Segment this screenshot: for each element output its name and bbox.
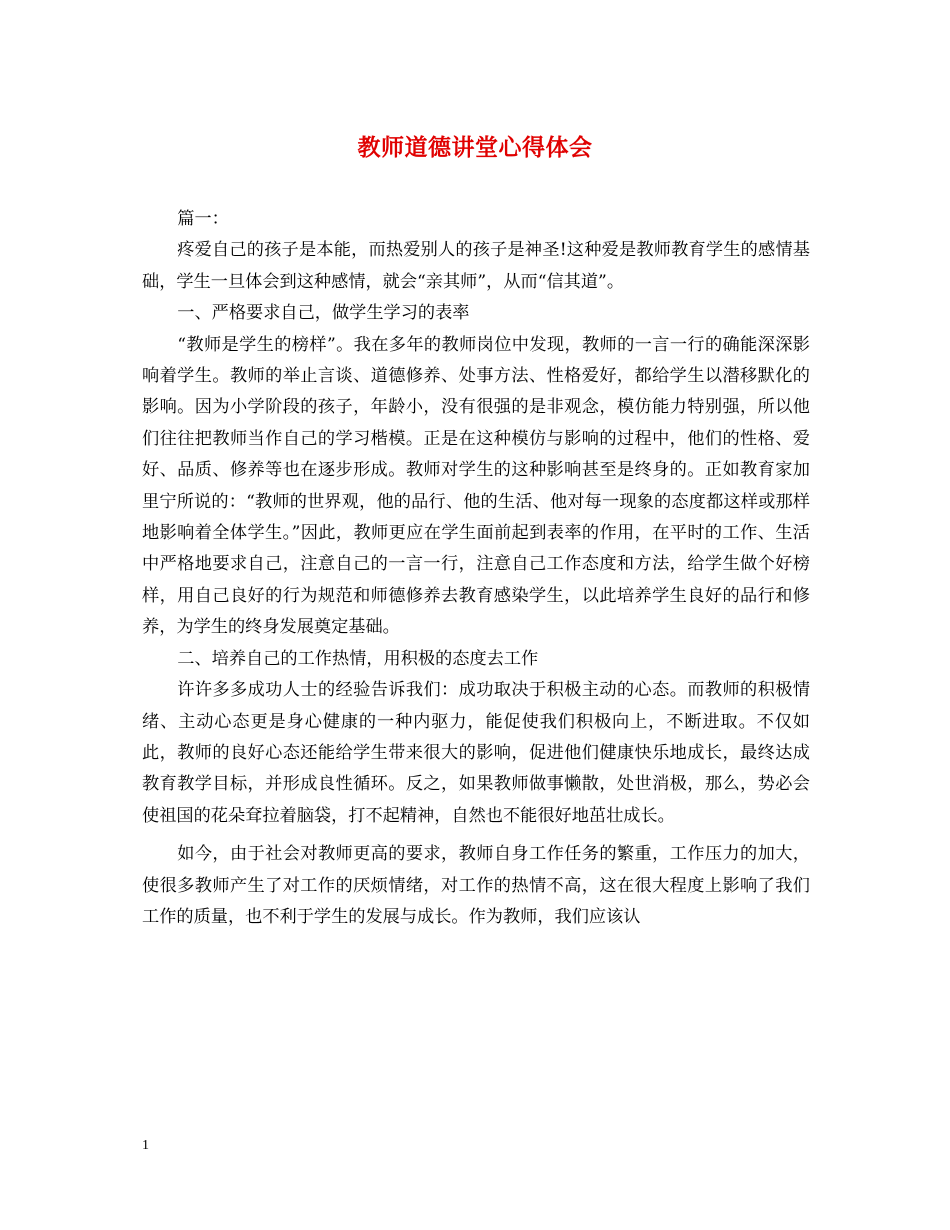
section-heading: 二、培养自己的工作热情，用积极的态度去工作 bbox=[177, 648, 539, 669]
body-paragraph: 疼爱自己的孩子是本能，而热爱别人的孩子是神圣!这种爱是教师教育学生的感情基础，学生一旦体会到这种感情，就会“亲其师”，从而“信其道”。 bbox=[142, 240, 810, 292]
body-paragraph: “教师是学生的榜样”。我在多年的教师岗位中发现，教师的一言一行的确能深深影响着学生。教师的举止言谈、道德修养、处事方法、性格爱好，都给学生以潜移默化的影响。因为小学阶段的孩子，年龄小，没有很强的是非观念，模仿能力特别强，所以他们往往把教师当作自己的学习楷模。正是在这种模仿与影响的过程中，他们的性格、爱好、品质、修养等也在逐步形成。教师对学生的这种影响甚至是终身的。正如教育家加里宁所说的：“教师的世界观，他的品行、他的生活、他对每一现象的态度都这样或那样地影响着全体学生。”因此，教师更应在学生面前起到表率的作用，在平时的工作、生活中严格地要求自己，注意自己的一言一行，注意自己工作态度和方法，给学生做个好榜样，用自己良好的行为规范和师德修养去教育感染学生，以此培养学生良好的品行和修养，为学生的终身发展奠定基础。 bbox=[142, 334, 810, 638]
section-label: 篇一： bbox=[177, 209, 229, 229]
document-title: 教师道德讲堂心得体会 bbox=[357, 134, 593, 161]
section-heading: 一、严格要求自己，做学生学习的表率 bbox=[177, 303, 470, 324]
page-number: 1 bbox=[142, 1138, 149, 1153]
document-body bbox=[142, 204, 810, 933]
body-paragraph: 许许多多成功人士的经验告诉我们：成功取决于积极主动的心态。而教师的积极情绪、主动心态更是身心健康的一种内驱力，能促使我们积极向上，不断进取。不仅如此，教师的良好心态还能给学生带来很大的影响，促进他们健康快乐地成长，最终达成教育教学目标，并形成良性循环。反之，如果教师做事懒散，处世消极，那么，势必会使祖国的花朵耷拉着脑袋，打不起精神，自然也不能很好地茁壮成长。 bbox=[142, 680, 810, 826]
body-paragraph: 如今，由于社会对教师更高的要求，教师自身工作任务的繁重，工作压力的加大，使很多教师产生了对工作的厌烦情绪，对工作的热情不高，这在很大程度上影响了我们工作的质量，也不利于学生的发展与成长。作为教师，我们应该认 bbox=[142, 844, 810, 927]
